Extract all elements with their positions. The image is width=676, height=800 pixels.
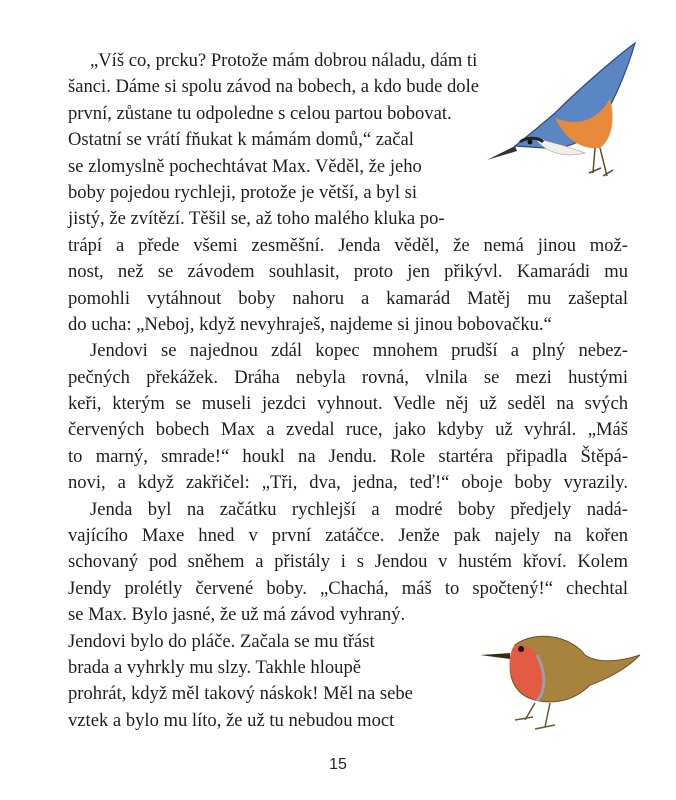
text-line: prohrát, když měl takový náskok! Měl na sebe xyxy=(68,683,413,705)
text-line: Ostatní se vrátí fňukat k mámám domů,“ začal xyxy=(68,129,414,151)
text-line: keři, kterým se museli jezdci vyhnout. Vedle něj už seděl na svých xyxy=(68,393,628,415)
text-line: brada a vyhrkly mu slzy. Takhle hloupě xyxy=(68,656,362,678)
text-line: to marný, smrade!“ houkl na Jendu. Role startéra připadla Štěpá- xyxy=(68,445,628,467)
text-line: červených bobech Max a zvedal ruce, jako kdyby už vyhrál. „Máš xyxy=(68,419,628,441)
text-line: Jenda byl na začátku rychlejší a modré boby předjely nadá- xyxy=(90,498,628,520)
text-line: pečných překážek. Dráha nebyla rovná, vlnila se mezi hustými xyxy=(68,366,628,388)
text-line: pomohli vytáhnout boby nahoru a kamarád Matěj mu zašeptal xyxy=(68,287,628,309)
text-line: do ucha: „Neboj, když nevyhraješ, najdeme si jinou bobovačku.“ xyxy=(68,313,552,335)
text-line: vajícího Maxe hned v první zatáčce. Jenže pak najely na kořen xyxy=(68,525,628,547)
text-line: Jendy prolétly červené boby. „Chachá, máš to spočtený!“ chechtal xyxy=(68,577,628,599)
text-line: Jendovi bylo do pláče. Začala se mu třást xyxy=(68,630,375,652)
text-line: jistý, že zvítězí. Těšil se, až toho malého kluka po- xyxy=(68,208,445,230)
text-line: nost, než se závodem souhlasit, proto jen přikývl. Kamarádi mu xyxy=(68,261,628,283)
text-line: vztek a bylo mu líto, že už tu nebudou moct xyxy=(68,709,395,731)
text-line: se Max. Bylo jasné, že už má závod vyhraný. xyxy=(68,604,406,626)
text-line: se zlomyslně pochechtávat Max. Věděl, že jeho xyxy=(68,155,422,177)
text-line: první, zůstane tu odpoledne s celou partou bobovat. xyxy=(68,102,452,124)
text-line: „Víš co, prcku? Protože mám dobrou náladu, dám ti xyxy=(90,50,478,71)
text-line: šanci. Dáme si spolu závod na bobech, a kdo bude dole xyxy=(68,76,480,98)
text-line: boby pojedou rychleji, protože je větší, a byl si xyxy=(68,181,418,203)
text-line: schovaný pod sněhem a přistály i s Jendou v hustém křoví. Kolem xyxy=(68,551,628,573)
body-text xyxy=(68,48,628,734)
text-line: trápí a přede všemi zesměšní. Jenda věděl, že nemá jinou mož- xyxy=(68,234,628,256)
text-line: novi, a když zakřičel: „Tři, dva, jedna, teď!“ oboje boby vyrazily. xyxy=(68,472,628,494)
text-line: Jendovi se najednou zdál kopec mnohem prudší a plný nebez- xyxy=(90,340,628,362)
page-number: 15 xyxy=(329,756,347,773)
